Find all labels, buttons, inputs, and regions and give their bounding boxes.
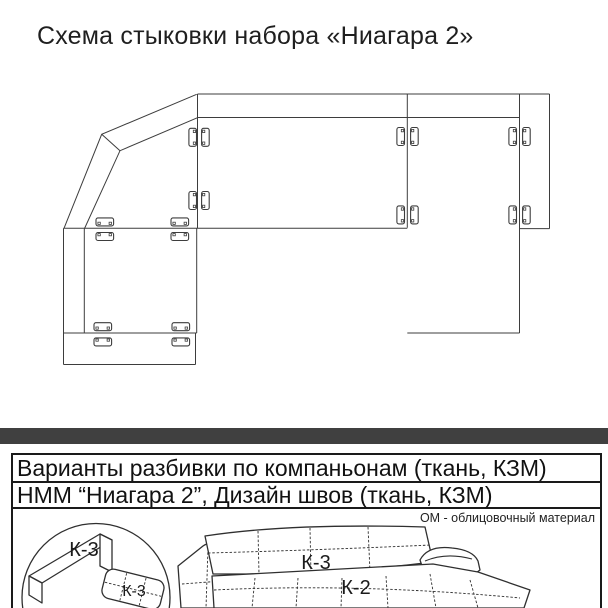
connector-bracket — [523, 206, 531, 224]
connector-bracket — [397, 206, 405, 224]
connector-bracket — [172, 323, 190, 331]
facing-material-note: ОМ - облицовочный материал — [419, 511, 595, 525]
label-circle-cushion: К-3 — [122, 583, 146, 600]
info-row-variants: Варианты разбивки по компаньонам (ткань, КЗМ) — [13, 455, 600, 483]
connector-brackets — [94, 128, 530, 346]
connector-bracket — [411, 206, 419, 224]
label-sofa-seat: К-2 — [341, 577, 371, 599]
connector-bracket — [202, 128, 210, 146]
back-band-outline — [198, 94, 550, 228]
page-title: Схема стыковки набора «Ниагара 2» — [37, 22, 474, 50]
connector-bracket — [172, 338, 190, 346]
section-divider-bar — [0, 428, 608, 444]
corner-module-outline — [64, 94, 198, 229]
connector-bracket — [171, 233, 189, 241]
connector-bracket — [96, 233, 114, 241]
connector-bracket — [189, 128, 197, 146]
connector-bracket — [171, 218, 189, 226]
info-box — [11, 453, 602, 608]
connector-bracket — [94, 323, 112, 331]
connector-bracket — [509, 128, 517, 146]
connector-bracket — [189, 192, 197, 210]
connector-bracket — [94, 338, 112, 346]
connector-bracket — [509, 206, 517, 224]
connector-bracket — [96, 218, 114, 226]
connector-bracket — [397, 128, 405, 146]
connector-bracket — [411, 128, 419, 146]
right-seat-outline — [407, 94, 519, 333]
info-row-design: НММ “Ниагара 2”, Дизайн швов (ткань, КЗМ) — [13, 483, 600, 509]
connector-bracket — [202, 192, 210, 210]
label-circle-back: К-3 — [69, 539, 99, 561]
label-sofa-back: К-3 — [301, 552, 331, 574]
connector-bracket — [523, 128, 531, 146]
